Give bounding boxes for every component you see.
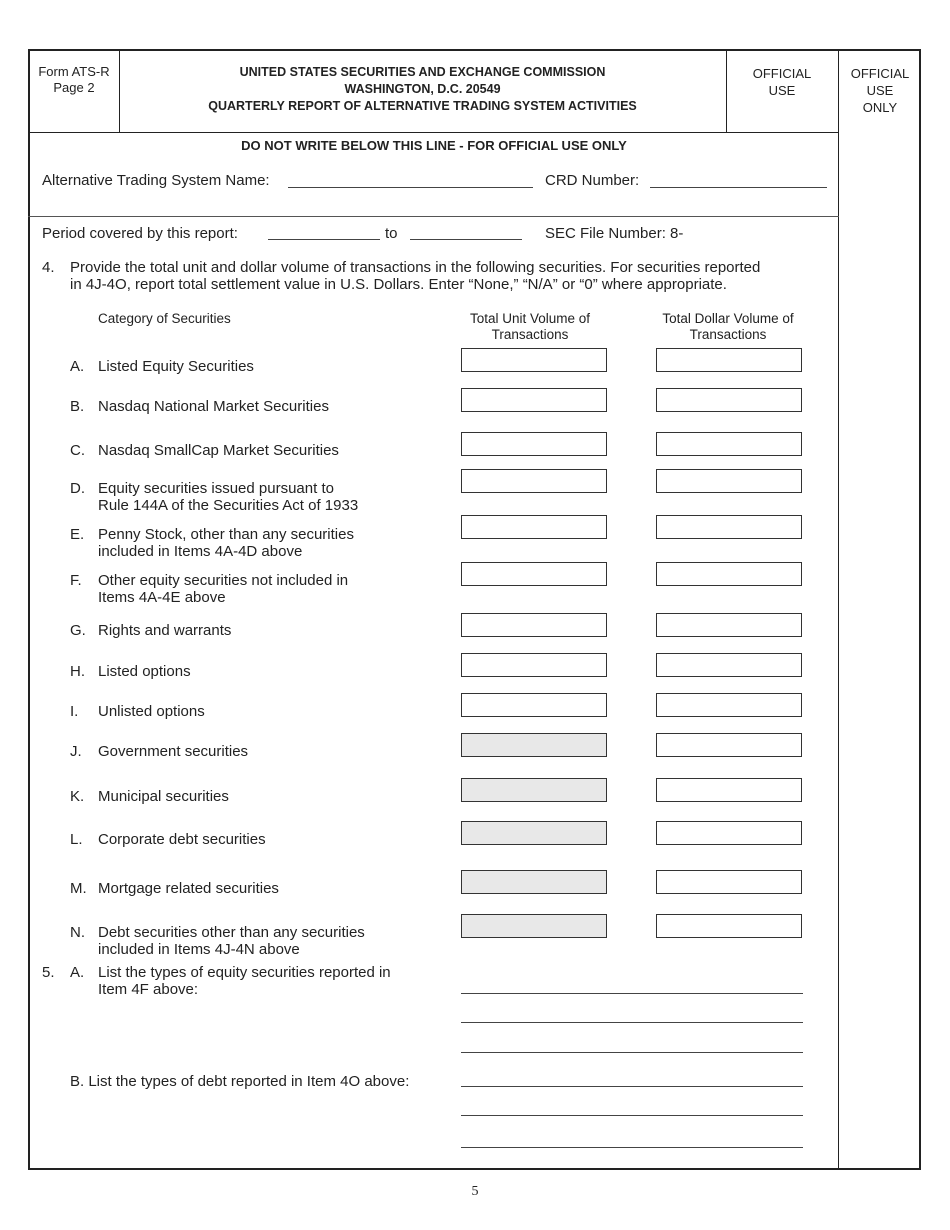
row-c-label: Nasdaq SmallCap Market Securities xyxy=(98,442,339,459)
row-f-dollar-volume-input[interactable] xyxy=(656,562,802,586)
item5a-answer-line-1[interactable] xyxy=(461,993,803,994)
row-i-unit-volume-input[interactable] xyxy=(461,693,607,717)
row-d-letter: D. xyxy=(70,480,85,497)
item5a-label xyxy=(98,964,391,998)
row-b-dollar-volume-input[interactable] xyxy=(656,388,802,412)
row-a-letter: A. xyxy=(70,358,85,375)
row-l-label: Corporate debt securities xyxy=(98,831,266,848)
column-header-unit-volume xyxy=(450,311,610,343)
row-g-dollar-volume-input[interactable] xyxy=(656,613,802,637)
row-a-label: Listed Equity Securities xyxy=(98,358,254,375)
crd-number-label: CRD Number: xyxy=(545,172,640,189)
row-b-label: Nasdaq National Market Securities xyxy=(98,398,329,415)
official-use-line: USE xyxy=(768,83,796,98)
item5b-answer-line-2[interactable] xyxy=(461,1115,803,1116)
row-c-letter: C. xyxy=(70,442,85,459)
row-i-dollar-volume-input[interactable] xyxy=(656,693,802,717)
item5a-line: List the types of equity securities reported in xyxy=(98,964,391,981)
ats-name-label: Alternative Trading System Name: xyxy=(42,172,270,189)
row-d-unit-volume-input[interactable] xyxy=(461,469,607,493)
item5b-answer-line-3[interactable] xyxy=(461,1147,803,1148)
crd-number-field[interactable] xyxy=(650,187,827,188)
divider xyxy=(28,216,839,217)
row-g-letter: G. xyxy=(70,622,86,639)
row-b-letter: B. xyxy=(70,398,85,415)
row-label-line: Equity securities issued pursuant to xyxy=(98,480,334,497)
item5a-answer-line-2[interactable] xyxy=(461,1022,803,1023)
row-i-letter: I. xyxy=(70,703,79,720)
row-a-dollar-volume-input[interactable] xyxy=(656,348,802,372)
row-label-line: included in Items 4J-4N above xyxy=(98,941,300,958)
period-label: Period covered by this report: xyxy=(42,225,238,242)
row-e-unit-volume-input[interactable] xyxy=(461,515,607,539)
row-g-unit-volume-input[interactable] xyxy=(461,613,607,637)
row-i-label: Unlisted options xyxy=(98,703,205,720)
instruction-line: Provide the total unit and dollar volume of transactions in the following securities. For securities reported xyxy=(70,259,761,276)
row-label-line: Penny Stock, other than any securities xyxy=(98,526,354,543)
row-k-letter: K. xyxy=(70,788,85,805)
row-n-label xyxy=(98,924,365,958)
row-n-unit-volume-shaded xyxy=(461,914,607,938)
official-use-only-line: USE xyxy=(866,83,894,98)
row-j-dollar-volume-input[interactable] xyxy=(656,733,802,757)
column-header-category: Category of Securities xyxy=(98,311,231,326)
item5b-answer-line-1[interactable] xyxy=(461,1086,803,1087)
item5b-label: B. List the types of debt reported in Item 4O above: xyxy=(70,1073,410,1090)
row-label-line: Debt securities other than any securities xyxy=(98,924,365,941)
row-m-unit-volume-shaded xyxy=(461,870,607,894)
agency-name: UNITED STATES SECURITIES AND EXCHANGE COMMISSION xyxy=(239,65,606,79)
report-title: QUARTERLY REPORT OF ALTERNATIVE TRADING SYSTEM ACTIVITIES xyxy=(208,99,637,113)
official-column-divider xyxy=(838,49,839,1170)
official-use-notice: DO NOT WRITE BELOW THIS LINE - FOR OFFICIAL USE ONLY xyxy=(241,138,627,153)
row-k-dollar-volume-input[interactable] xyxy=(656,778,802,802)
row-label-line: Rule 144A of the Securities Act of 1933 xyxy=(98,497,359,514)
period-start-field[interactable] xyxy=(268,239,380,240)
row-b-unit-volume-input[interactable] xyxy=(461,388,607,412)
column-header-line: Transactions xyxy=(491,327,569,342)
official-use-only-label xyxy=(840,65,920,116)
agency-address: WASHINGTON, D.C. 20549 xyxy=(344,82,501,96)
row-c-dollar-volume-input[interactable] xyxy=(656,432,802,456)
row-d-label xyxy=(98,480,358,514)
row-f-unit-volume-input[interactable] xyxy=(461,562,607,586)
row-a-unit-volume-input[interactable] xyxy=(461,348,607,372)
ats-name-field[interactable] xyxy=(288,187,533,188)
row-j-letter: J. xyxy=(70,743,82,760)
item5a-letter: A. xyxy=(70,964,85,981)
form-id xyxy=(30,64,118,96)
sec-file-number-label: SEC File Number: 8- xyxy=(545,225,684,242)
official-use-only-line: ONLY xyxy=(862,100,898,115)
row-e-label xyxy=(98,526,354,560)
column-header-dollar-volume xyxy=(648,311,808,343)
row-c-unit-volume-input[interactable] xyxy=(461,432,607,456)
official-use-line: OFFICIAL xyxy=(752,66,812,81)
row-l-dollar-volume-input[interactable] xyxy=(656,821,802,845)
column-header-line: Transactions xyxy=(689,327,767,342)
row-l-unit-volume-shaded xyxy=(461,821,607,845)
row-k-label: Municipal securities xyxy=(98,788,229,805)
row-d-dollar-volume-input[interactable] xyxy=(656,469,802,493)
instruction-line: in 4J-4O, report total settlement value in U.S. Dollars. Enter “None,” “N/A” or “0” where appropriate. xyxy=(70,276,727,293)
row-g-label: Rights and warrants xyxy=(98,622,232,639)
row-label-line: Items 4A-4E above xyxy=(98,589,226,606)
item4-number: 4. xyxy=(42,259,55,276)
column-header-line: Total Dollar Volume of xyxy=(662,311,794,326)
official-use-only-line: OFFICIAL xyxy=(850,66,910,81)
row-f-label xyxy=(98,572,348,606)
row-label-line: included in Items 4A-4D above xyxy=(98,543,303,560)
row-label-line: Other equity securities not included in xyxy=(98,572,349,589)
header-title-block xyxy=(120,64,725,115)
form-id-line1: Form ATS-R xyxy=(38,64,110,79)
row-e-letter: E. xyxy=(70,526,85,543)
form-frame xyxy=(28,49,921,1170)
row-e-dollar-volume-input[interactable] xyxy=(656,515,802,539)
row-j-label: Government securities xyxy=(98,743,249,760)
divider xyxy=(726,49,727,133)
row-m-label: Mortgage related securities xyxy=(98,880,279,897)
divider xyxy=(28,132,839,133)
row-f-letter: F. xyxy=(70,572,82,589)
row-h-letter: H. xyxy=(70,663,85,680)
item5-number: 5. xyxy=(42,964,55,981)
official-use-label xyxy=(728,65,836,99)
period-end-field[interactable] xyxy=(410,239,522,240)
row-j-unit-volume-shaded xyxy=(461,733,607,757)
item5a-line: Item 4F above: xyxy=(98,981,199,998)
item4-instructions xyxy=(70,259,760,293)
row-l-letter: L. xyxy=(70,831,83,848)
row-m-letter: M. xyxy=(70,880,87,897)
item5a-answer-line-3[interactable] xyxy=(461,1052,803,1053)
form-id-line2: Page 2 xyxy=(53,80,95,95)
row-h-dollar-volume-input[interactable] xyxy=(656,653,802,677)
row-h-label: Listed options xyxy=(98,663,191,680)
page-number: 5 xyxy=(471,1184,479,1199)
row-n-letter: N. xyxy=(70,924,85,941)
period-to-label: to xyxy=(385,225,398,242)
row-h-unit-volume-input[interactable] xyxy=(461,653,607,677)
row-m-dollar-volume-input[interactable] xyxy=(656,870,802,894)
row-k-unit-volume-shaded xyxy=(461,778,607,802)
column-header-line: Total Unit Volume of xyxy=(469,311,591,326)
row-n-dollar-volume-input[interactable] xyxy=(656,914,802,938)
